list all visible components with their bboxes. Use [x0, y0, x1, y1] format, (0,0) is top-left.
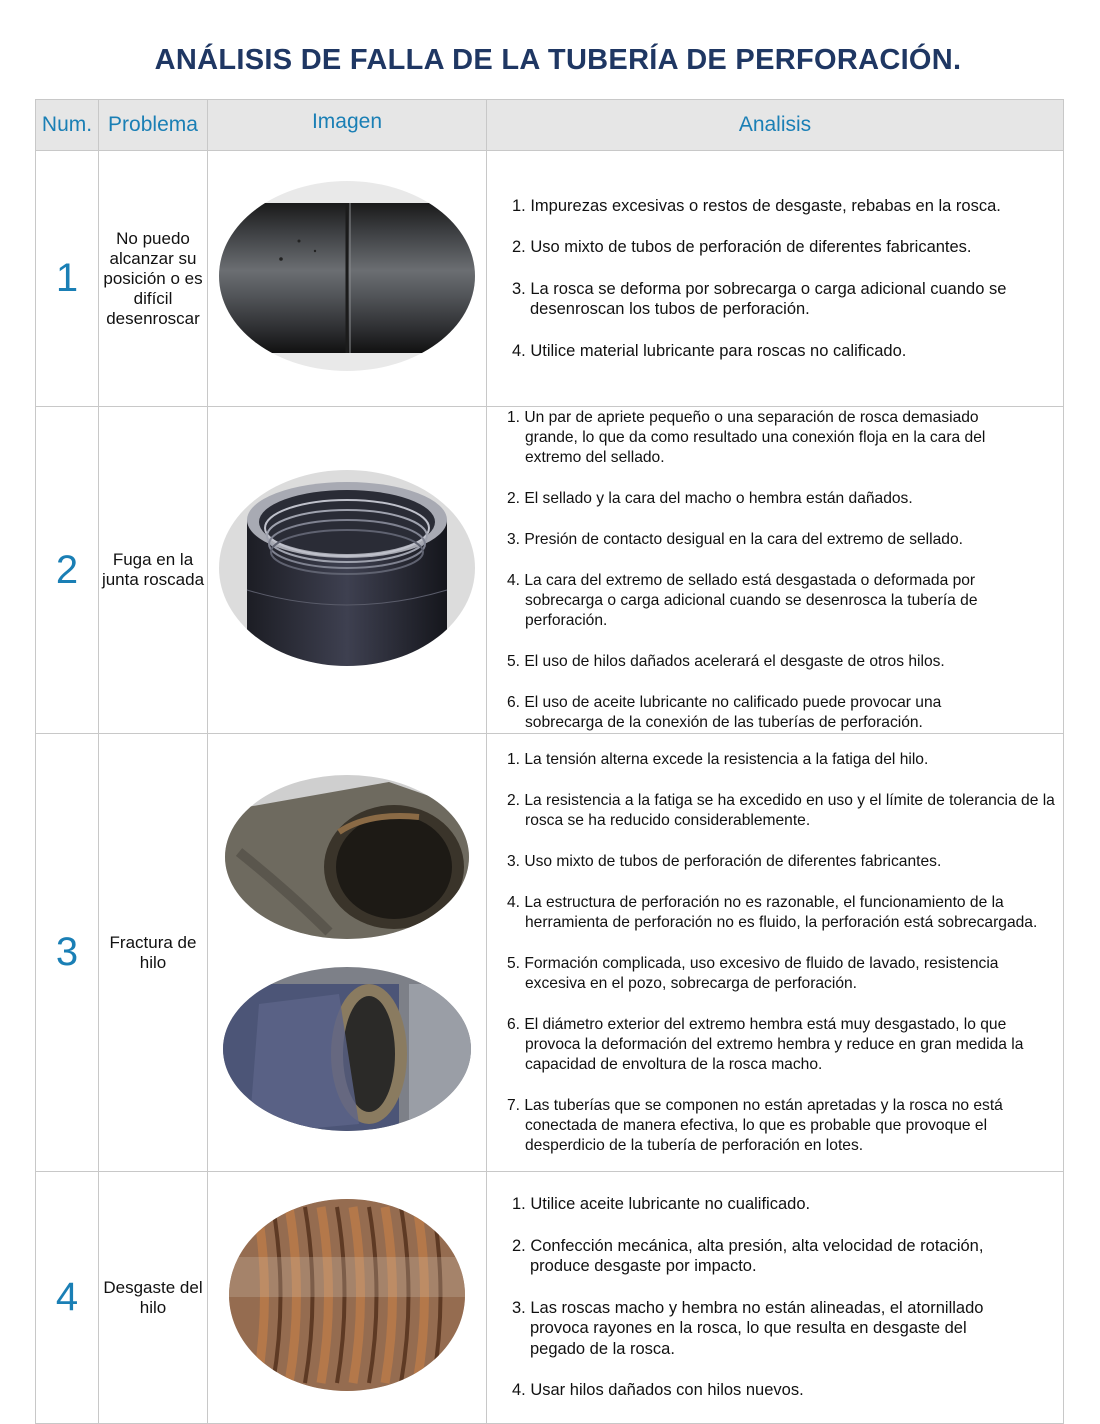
table-row	[36, 407, 1064, 734]
list-item: 3. Las roscas macho y hembra no están alineadas, el atornillado provoca rayones en la rosca, lo que resulta en desgaste del pegado de la rosca.	[512, 1298, 984, 1358]
list-item: 4. La estructura de perforación no es razonable, el funcionamiento de la herramienta de perforación no es fluido, la perforación está sobrecargada.	[507, 893, 1038, 931]
analysis-list	[487, 1194, 1063, 1401]
list-item: 7. Las tuberías que se componen no están apretadas y la rosca no está conectada de manera efectiva, lo que es probable que provoque el desperdicio de la tubería de perforación en lotes.	[507, 1096, 1003, 1154]
list-item: 3. Uso mixto de tubos de perforación de diferentes fabricantes.	[507, 852, 942, 870]
list-item: 2. El sellado y la cara del macho o hembra están dañados.	[507, 489, 913, 507]
list-item: 5. El uso de hilos dañados acelerará el desgaste de otros hilos.	[507, 652, 945, 670]
list-item: 3. Presión de contacto desigual en la cara del extremo de sellado.	[507, 530, 963, 548]
table-row	[36, 734, 1064, 1172]
problem-text: Fuga en la junta roscada	[99, 407, 208, 734]
list-item: 1. La tensión alterna excede la resistencia a la fatiga del hilo.	[507, 750, 929, 768]
problem-text: Desgaste del hilo	[99, 1172, 208, 1424]
problem-text: No puedo alcanzar su posición o es difícil desenroscar	[99, 151, 208, 407]
header-image	[208, 100, 487, 151]
list-item: 1. Un par de apriete pequeño o una separación de rosca demasiado grande, lo que da como resultado una conexión floja en la cara del extremo del sellado.	[507, 408, 986, 466]
list-item: 4. Utilice material lubricante para roscas no calificado.	[512, 341, 907, 360]
threaded-box-photo	[219, 470, 475, 666]
header-analysis: Analisis	[487, 100, 1064, 151]
row-number: 1	[36, 151, 99, 407]
fractured-thread-photo	[219, 772, 475, 942]
pipe-joint-photo	[219, 181, 475, 371]
table-row	[36, 151, 1064, 407]
header-image-label: Imagen	[311, 110, 383, 133]
header-num: Num.	[36, 100, 99, 151]
list-item: 2. La resistencia a la fatiga se ha excedido en uso y el límite de tolerancia de la rosca se ha reducido considerablemente.	[507, 791, 1055, 829]
row-number: 2	[36, 407, 99, 734]
image-cell	[208, 1172, 487, 1424]
problem-text: Fractura de hilo	[99, 734, 208, 1172]
analysis-list	[487, 750, 1063, 1156]
list-item: 1. Utilice aceite lubricante no cualificado.	[512, 1195, 811, 1214]
header-row	[36, 100, 1064, 151]
image-cell	[208, 407, 487, 734]
analysis-cell	[487, 734, 1064, 1172]
list-item: 2. Confección mecánica, alta presión, alta velocidad de rotación, produce desgaste por impacto.	[512, 1236, 984, 1276]
row-number: 4	[36, 1172, 99, 1424]
analysis-cell	[487, 407, 1064, 734]
worn-thread-photo	[227, 1197, 467, 1393]
failure-analysis-table	[35, 99, 1064, 1424]
page-title: ANÁLISIS DE FALLA DE LA TUBERÍA DE PERFORACIÓN.	[154, 44, 962, 76]
row-number: 3	[36, 734, 99, 1172]
analysis-list	[487, 196, 1063, 362]
table-row	[36, 1172, 1064, 1424]
list-item: 3. La rosca se deforma por sobrecarga o carga adicional cuando se desenroscan los tubos de perforación.	[512, 279, 1007, 319]
list-item: 6. El diámetro exterior del extremo hembra está muy desgastado, lo que provoca la deformación del extremo hembra y reduce en gran medida la capacidad de envoltura de la rosca macho.	[507, 1015, 1024, 1073]
image-cell	[208, 734, 487, 1172]
fractured-thread-photo	[219, 964, 475, 1134]
list-item: 1. Impurezas excesivas o restos de desgaste, rebabas en la rosca.	[512, 196, 1001, 215]
image-cell	[208, 151, 487, 407]
analysis-list	[487, 408, 1063, 733]
analysis-cell	[487, 1172, 1064, 1424]
list-item: 6. El uso de aceite lubricante no calificado puede provocar una sobrecarga de la conexión de las tuberías de perforación.	[507, 693, 942, 731]
list-item: 4. Usar hilos dañados con hilos nuevos.	[512, 1381, 804, 1400]
list-item: 5. Formación complicada, uso excesivo de fluido de lavado, resistencia excesiva en el pozo, sobrecarga de perforación.	[507, 954, 999, 992]
analysis-cell	[487, 151, 1064, 407]
list-item: 2. Uso mixto de tubos de perforación de diferentes fabricantes.	[512, 238, 972, 257]
header-problem: Problema	[99, 100, 208, 151]
list-item: 4. La cara del extremo de sellado está desgastada o deformada por sobrecarga o carga adicional cuando se desenrosca la tubería de perforación.	[507, 571, 978, 629]
